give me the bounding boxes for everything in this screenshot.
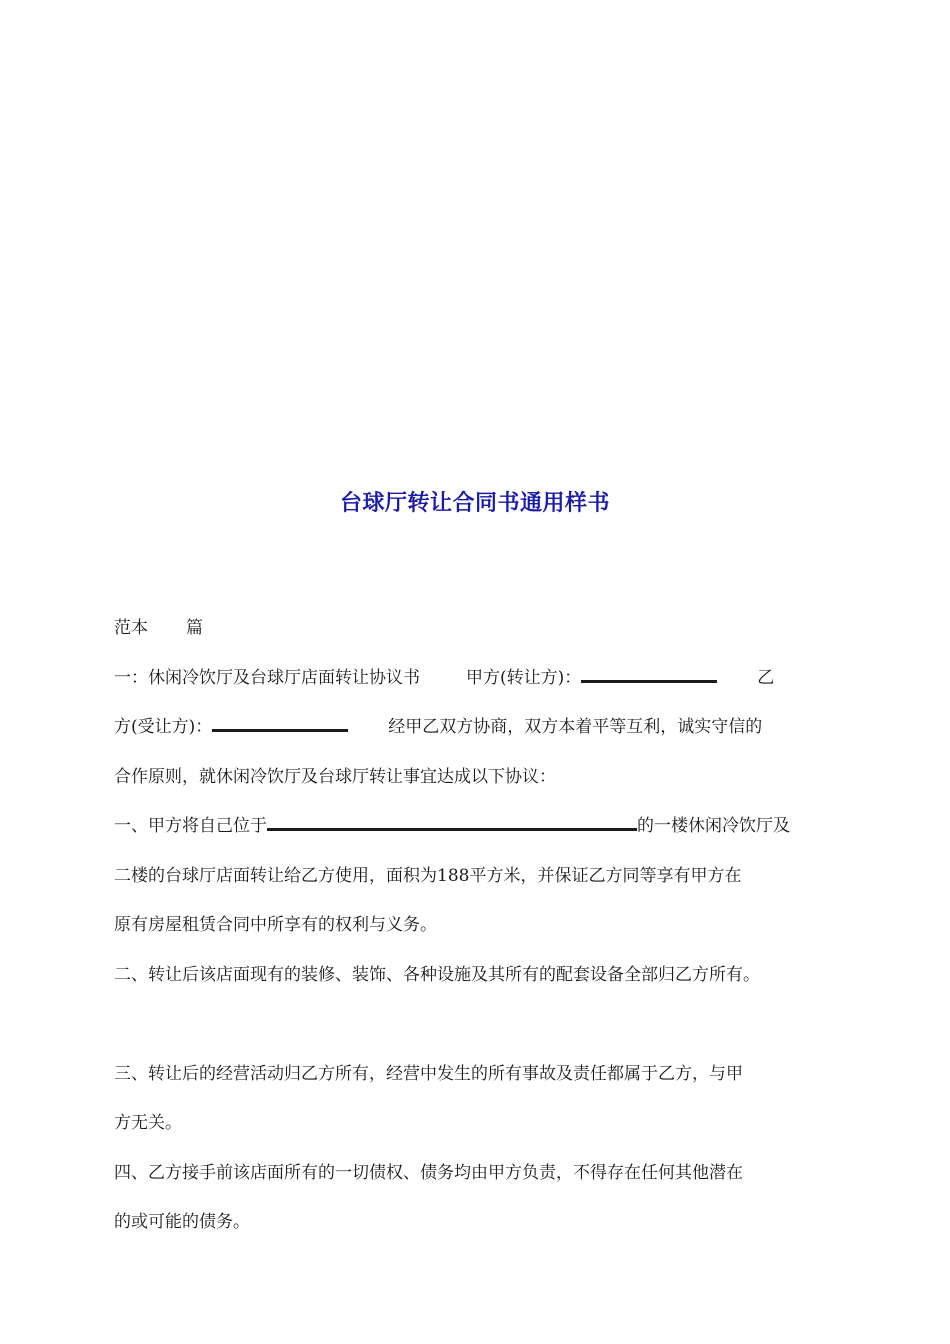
document-body (114, 604, 844, 1248)
paragraph-line: 原有房屋租赁合同中所享有的权利与义务。 (114, 915, 437, 935)
paragraph-line (114, 654, 844, 704)
party-a-label: 甲方(转让方)： (466, 667, 582, 688)
paragraph-line: 二楼的台球厅店面转让给乙方使用，面积为188平方米，并保证乙方同等享有甲方在 (114, 865, 742, 886)
paragraph-line: 合作原则，就休闲冷饮厅及台球厅转让事宜达成以下协议： (114, 766, 556, 787)
paragraph-line: 的或可能的债务。 (114, 1212, 250, 1232)
header-label-a: 范本 (114, 618, 148, 638)
clause-1-end: 的一楼休闲冷饮厅及 (637, 816, 790, 836)
clause-2-line: 二、转让后该店面现有的装修、装饰、各种设施及其所有的配套设备全部归乙方所有。 (114, 964, 760, 985)
paragraph-line (114, 703, 844, 753)
party-b-blank[interactable] (212, 715, 348, 732)
blank-gap (114, 1000, 844, 1050)
document-title: 台球厅转让合同书通用样书 (339, 491, 610, 516)
clause-3-line: 三、转让后的经营活动归乙方所有，经营中发生的所有事故及责任都属于乙方，与甲 (114, 1063, 743, 1084)
clause-1-start: 一、甲方将自己位于 (114, 816, 267, 836)
line1-heading: 一：休闲冷饮厅及台球厅店面转让协议书 (114, 667, 420, 688)
clause-1-line (114, 802, 844, 852)
location-blank[interactable] (267, 814, 637, 831)
header-label-b: 篇 (186, 618, 203, 638)
party-b-prefix: 乙 (757, 667, 775, 688)
paragraph-line: 方无关。 (114, 1113, 182, 1133)
party-a-blank[interactable] (581, 666, 717, 683)
party-b-label: 方(受让方)： (114, 717, 213, 737)
clause-4-line: 四、乙方接手前该店面所有的一切债权、债务均由甲方负责，不得存在任何其他潜在 (114, 1162, 743, 1183)
header-line (114, 604, 844, 654)
line2-text: 经甲乙双方协商，双方本着平等互利，诚实守信的 (388, 717, 763, 737)
